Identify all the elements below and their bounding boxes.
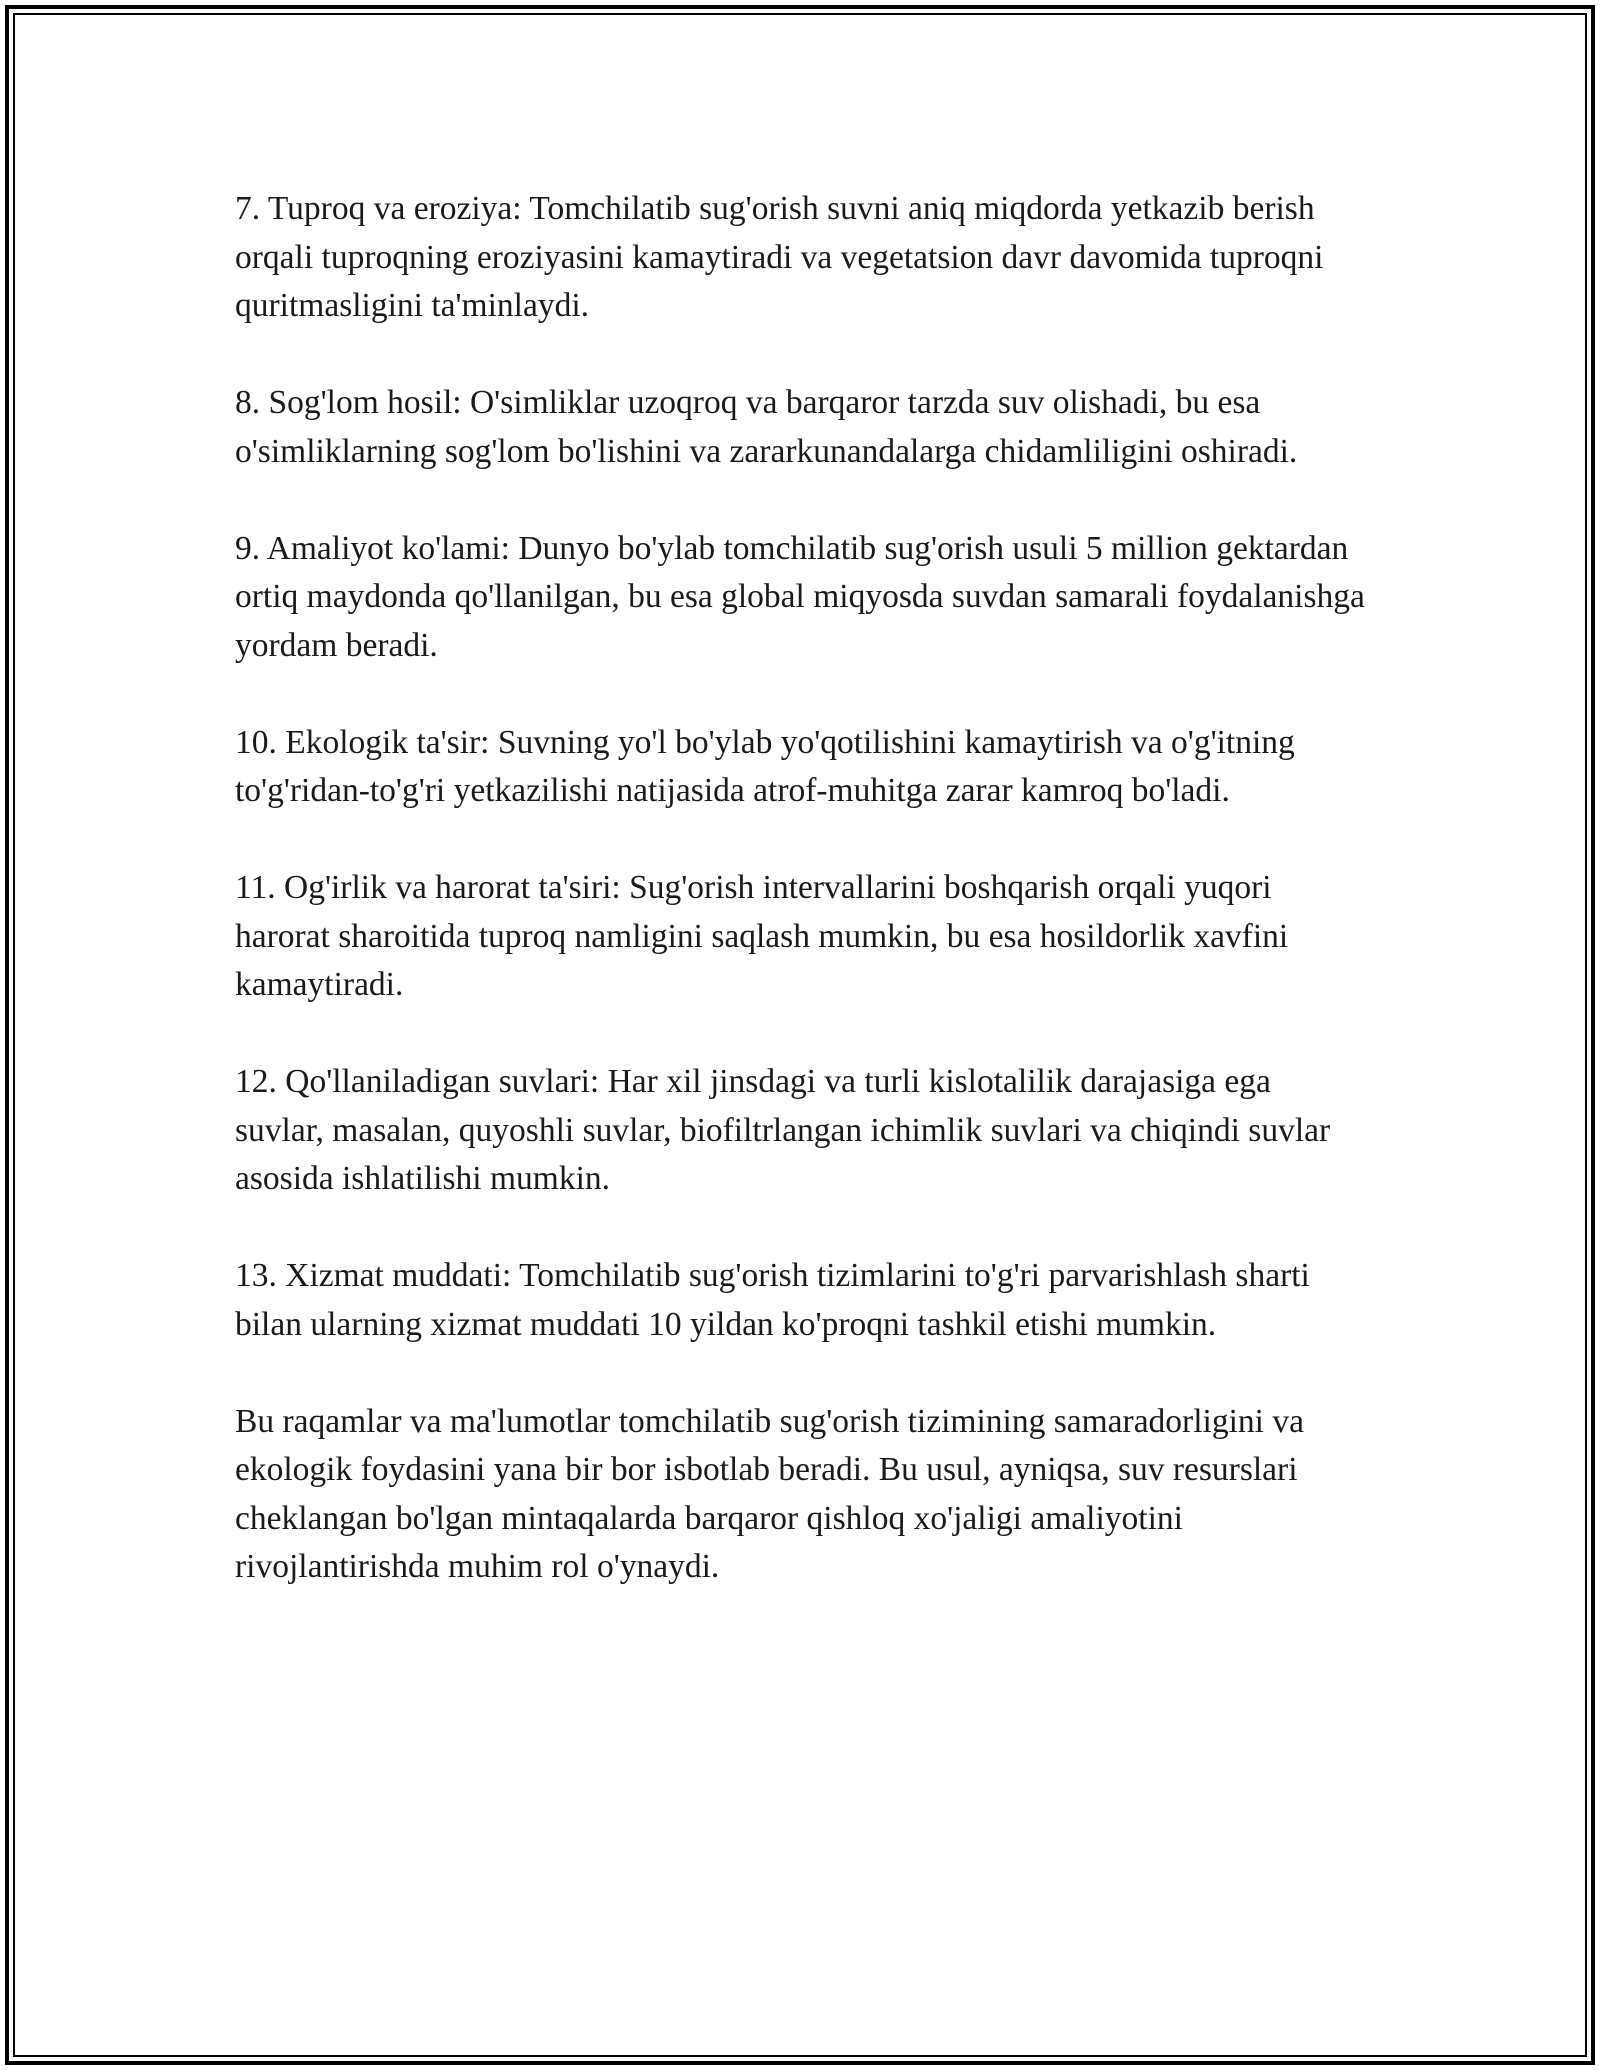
document-body: [235, 185, 1365, 1640]
paragraph-8-healthy-harvest: 8. Sog'lom hosil: O'simliklar uzoqroq va barqaror tarzda suv olishadi, bu esa o'simliklarning sog'lom bo'lishini va zararkunandalarga chidamliligini oshiradi.: [235, 384, 1298, 470]
paragraph-10-ecological-impact: 10. Ekologik ta'sir: Suvning yo'l bo'ylab yo'qotilishini kamaytirish va o'g'itning to'g'ridan-to'g'ri yetkazilishi natijasida atrof-muhitga zarar kamroq bo'ladi.: [235, 723, 1295, 809]
paragraph-11-weight-temperature: 11. Og'irlik va harorat ta'siri: Sug'orish intervallarini boshqarish orqali yuqori harorat sharoitida tuproq namligini saqlash mumkin, bu esa hosildorlik xavfini kamaytiradi.: [235, 869, 1289, 1003]
paragraph-conclusion: Bu raqamlar va ma'lumotlar tomchilatib sug'orish tizimining samaradorligini va ekologik foydasini yana bir bor isbotlab beradi. Bu usul, ayniqsa, suv resurslari cheklangan bo'lgan mintaqalarda barqaror qishloq xo'jaligi amaliyotini rivojlantirishda muhim rol o'ynaydi.: [235, 1402, 1304, 1585]
paragraph-9-practice-scale: 9. Amaliyot ko'lami: Dunyo bo'ylab tomchilatib sug'orish usuli 5 million gektardan ortiq maydonda qo'llanilgan, bu esa global miqyosda suvdan samarali foydalanishga yordam beradi.: [235, 529, 1365, 664]
paragraph-7-soil-erosion: 7. Tuproq va eroziya: Tomchilatib sug'orish suvni aniq miqdorda yetkazib berish orqali tuproqning eroziyasini kamaytiradi va vegetatsion davr davomida tuproqni quritmasligini ta'minlaydi.: [235, 190, 1324, 324]
paragraph-12-applicable-waters: 12. Qo'llaniladigan suvlari: Har xil jinsdagi va turli kislotalilik darajasiga ega suvlar, masalan, quyoshli suvlar, biofiltrlangan ichimlik suvlari va chiqindi suvlar asosida ishlatilishi mumkin.: [235, 1063, 1331, 1197]
paragraph-13-service-life: 13. Xizmat muddati: Tomchilatib sug'orish tizimlarini to'g'ri parvarishlash sharti bilan ularning xizmat muddati 10 yildan ko'proqni tashkil etishi mumkin.: [235, 1257, 1310, 1343]
